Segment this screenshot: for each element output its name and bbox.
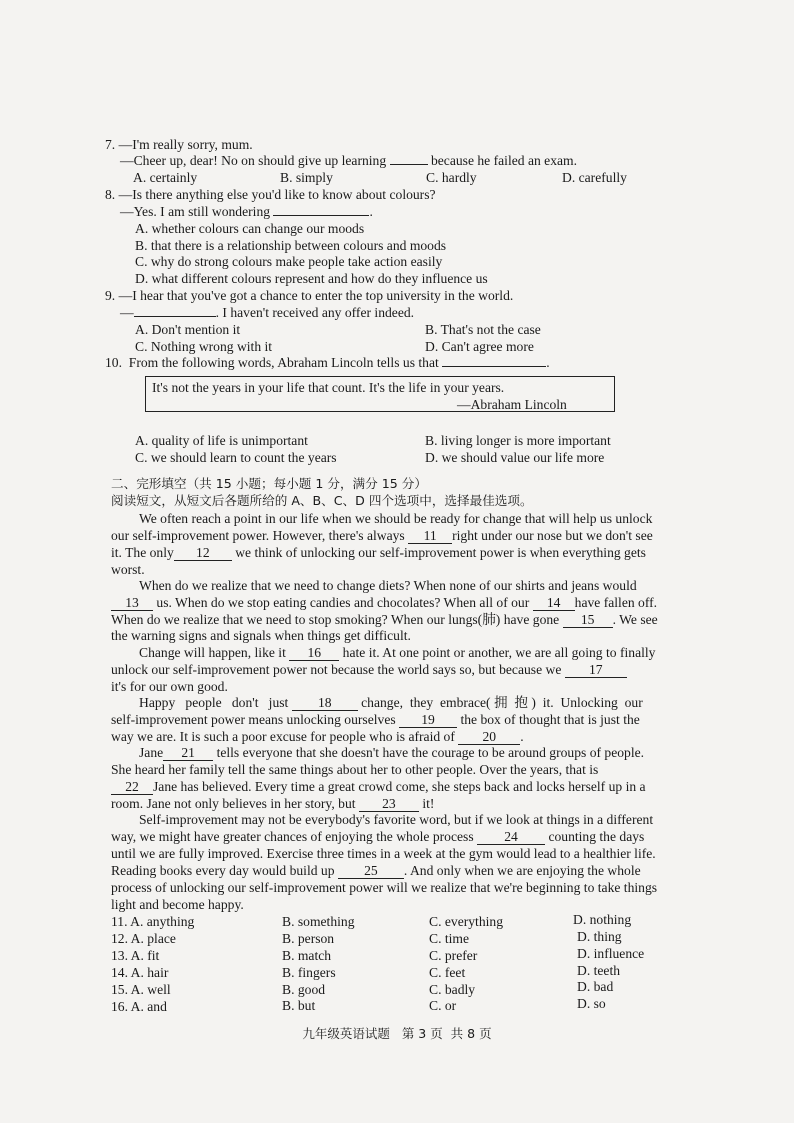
lincoln-quote: It's not the years in your life that count. It's the life in your years. — [152, 380, 505, 395]
passage-text: the box of thought that is just the — [460, 712, 640, 727]
option-15-c[interactable]: C. badly — [429, 982, 476, 997]
q7-option-c[interactable]: C. hardly — [426, 170, 477, 185]
q9-blank[interactable] — [134, 316, 216, 317]
option-14-a[interactable]: 14. A. hair — [111, 965, 169, 980]
option-11-d[interactable]: D. nothing — [573, 912, 632, 927]
option-16-d[interactable]: D. so — [577, 996, 606, 1011]
q8-number: 8. — [105, 187, 116, 202]
passage-line — [139, 744, 644, 761]
passage-line — [111, 544, 646, 561]
blank-19[interactable]: 19 — [399, 713, 457, 728]
blank-23[interactable]: 23 — [359, 797, 419, 812]
passage-text: us. When do we stop eating candies and chocolates? When all of our — [156, 595, 530, 610]
option-11-a[interactable]: 11. A. anything — [111, 914, 195, 929]
q8-blank[interactable] — [273, 215, 369, 216]
q7-blank[interactable] — [390, 164, 428, 165]
passage-line — [139, 644, 655, 661]
blank-14[interactable]: 14 — [533, 596, 575, 611]
blank-24[interactable]: 24 — [477, 830, 545, 845]
passage-line: When do we realize that we need to change diets? When none of our shirts and jeans would — [139, 578, 637, 593]
passage-text: Change will happen, like it — [139, 645, 286, 660]
passage-text: tells everyone that she doesn't have the courage to be around groups of people. — [216, 745, 645, 760]
passage-line: Self-improvement may not be everybody's favorite word, but if we look at things in a different — [139, 812, 654, 827]
blank-13[interactable]: 13 — [111, 596, 153, 611]
passage-text: unlock our self-improvement power not because the world says so, but because we — [111, 662, 562, 677]
q10-prompt: From the following words, Abraham Lincoln tells us that — [128, 355, 439, 370]
q8-option-b[interactable]: B. that there is a relationship between colours and moods — [135, 238, 447, 253]
passage-line — [111, 527, 653, 544]
option-12-c[interactable]: C. time — [429, 931, 470, 946]
q8-option-a[interactable]: A. whether colours can change our moods — [135, 221, 365, 236]
q7-text-b: because he failed an exam. — [430, 153, 578, 168]
passage-line: the warning signs and signals when things get difficult. — [111, 628, 411, 643]
passage-text: Reading books every day would build up — [111, 863, 335, 878]
passage-text: it. The only — [111, 545, 174, 560]
option-14-c[interactable]: C. feet — [429, 965, 466, 980]
passage-text: room. Jane not only believes in her story, but — [111, 796, 356, 811]
q9-prompt: —I hear that you've got a chance to enter the top university in the world. — [118, 288, 514, 303]
q7-option-a[interactable]: A. certainly — [133, 170, 198, 185]
option-15-a[interactable]: 15. A. well — [111, 982, 171, 997]
option-14-d[interactable]: D. teeth — [577, 963, 621, 978]
option-12-d[interactable]: D. thing — [577, 929, 622, 944]
passage-line — [111, 795, 434, 812]
passage-text: When do we realize that we need to stop smoking? When our lungs(肺) have gone — [111, 612, 560, 627]
option-16-c[interactable]: C. or — [429, 998, 457, 1013]
passage-line — [111, 828, 644, 845]
option-11-c[interactable]: C. everything — [429, 914, 503, 929]
option-15-b[interactable]: B. good — [282, 982, 326, 997]
option-15-d[interactable]: D. bad — [577, 979, 614, 994]
q9-dash: — — [120, 305, 134, 320]
q9-option-d[interactable]: D. Can't agree more — [425, 339, 534, 354]
q8-option-c[interactable]: C. why do strong colours make people take action easily — [135, 254, 443, 269]
option-13-a[interactable]: 13. A. fit — [111, 948, 160, 963]
q9-number: 9. — [105, 288, 116, 303]
passage-text: it! — [422, 796, 435, 811]
blank-25[interactable]: 25 — [338, 864, 404, 879]
passage-line — [111, 611, 658, 628]
q8-prompt: —Is there anything else you'd like to know about colours? — [118, 187, 436, 202]
passage-line: We often reach a point in our life when we should be ready for change that will help us unlock — [139, 511, 653, 526]
q10-number: 10. — [105, 355, 122, 370]
passage-text: way, we might have greater chances of enjoying the whole process — [111, 829, 474, 844]
q9-option-a[interactable]: A. Don't mention it — [135, 322, 241, 337]
passage-line: worst. — [111, 562, 145, 577]
passage-text: our self-improvement power. However, there's always — [111, 528, 405, 543]
option-13-c[interactable]: C. prefer — [429, 948, 478, 963]
passage-line: light and become happy. — [111, 897, 244, 912]
passage-text: self-improvement power means unlocking ourselves — [111, 712, 396, 727]
option-16-b[interactable]: B. but — [282, 998, 316, 1013]
passage-text: counting the days — [548, 829, 645, 844]
option-11-b[interactable]: B. something — [282, 914, 355, 929]
q8-line1 — [105, 186, 436, 203]
passage-text: . And only when we are enjoying the whole — [403, 863, 641, 878]
blank-17[interactable]: 17 — [565, 663, 627, 678]
passage-text: way we are. It is such a poor excuse for people who is afraid of — [111, 729, 455, 744]
q7-line2 — [120, 152, 577, 169]
blank-16[interactable]: 16 — [289, 646, 339, 661]
passage-text: Happy people don't just — [139, 695, 289, 710]
passage-line — [111, 728, 524, 745]
q10-option-c[interactable]: C. we should learn to count the years — [135, 450, 337, 465]
q10-option-b[interactable]: B. living longer is more important — [425, 433, 611, 448]
q8-option-d[interactable]: D. what different colours represent and how do they influence us — [135, 271, 488, 286]
passage-text: . We see — [612, 612, 658, 627]
q9-text: . I haven't received any offer indeed. — [215, 305, 415, 320]
q7-text-a: —Cheer up, dear! No on should give up learning — [120, 153, 387, 168]
passage-line: it's for our own good. — [111, 679, 228, 694]
q7-option-d[interactable]: D. carefully — [562, 170, 627, 185]
passage-text: Jane has believed. Every time a great crowd come, she steps back and locks herself up in a — [153, 779, 646, 794]
blank-15[interactable]: 15 — [563, 613, 613, 628]
q9-option-b[interactable]: B. That's not the case — [425, 322, 541, 337]
q10-option-d[interactable]: D. we should value our life more — [425, 450, 605, 465]
passage-text: we think of unlocking our self-improvement power is when everything gets — [235, 545, 646, 560]
option-16-a[interactable]: 16. A. and — [111, 999, 167, 1014]
passage-line: until we are fully improved. Exercise three times in a week at the gym would lead to a healthier life. — [111, 846, 656, 861]
section-instruction: 阅读短文，从短文后各题所给的 A、B、C、D 四个选项中，选择最佳选项。 — [111, 493, 533, 508]
q7-number: 7. — [105, 137, 116, 152]
q8-line2: —Yes. I am still wondering . — [120, 204, 373, 219]
blank-11[interactable]: 11 — [408, 529, 452, 544]
passage-line — [111, 711, 640, 728]
passage-text: change, they embrace( 拥 抱 ) it. Unlocking our — [361, 695, 643, 710]
passage-line — [139, 694, 643, 711]
q7-option-b[interactable]: B. simply — [280, 170, 333, 185]
blank-20[interactable]: 20 — [458, 730, 520, 745]
q10-line1: 10. From the following words, Abraham Lincoln tells us that . — [105, 355, 550, 370]
q10-option-a[interactable]: A. quality of life is unimportant — [135, 433, 308, 448]
passage-line — [111, 594, 657, 611]
option-13-b[interactable]: B. match — [282, 948, 332, 963]
q8-text: —Yes. I am still wondering — [120, 204, 271, 219]
option-13-d[interactable]: D. influence — [577, 946, 645, 961]
lincoln-quote-author: —Abraham Lincoln — [457, 397, 567, 412]
passage-text: hate it. At one point or another, we are all going to finally — [342, 645, 656, 660]
blank-22[interactable]: 22 — [111, 780, 153, 795]
q9-line1 — [105, 287, 513, 304]
q10-blank[interactable] — [442, 366, 546, 367]
passage-line — [111, 862, 641, 879]
blank-18[interactable]: 18 — [292, 696, 358, 711]
passage-line: process of unlocking our self-improvement power will we realize that we're beginning to take things — [111, 880, 658, 895]
passage-text: have fallen off. — [574, 595, 658, 610]
passage-line — [111, 661, 627, 678]
q7-prompt: —I'm really sorry, mum. — [118, 137, 253, 152]
section-heading: 二、完形填空（共 15 小题；每小题 1 分，满分 15 分） — [111, 476, 427, 491]
blank-12[interactable]: 12 — [174, 546, 232, 561]
q9-option-c[interactable]: C. Nothing wrong with it — [135, 339, 273, 354]
q9-line2 — [120, 304, 414, 321]
option-12-b[interactable]: B. person — [282, 931, 335, 946]
q7-line1 — [105, 136, 253, 153]
passage-text: Jane — [139, 745, 164, 760]
page-footer: 九年级英语试题 第 3 页 共 8 页 — [302, 1026, 492, 1041]
passage-text: right under our nose but we don't see — [452, 528, 653, 543]
passage-line: She heard her family tell the same things about her to other people. Over the years, that is — [111, 762, 599, 777]
option-14-b[interactable]: B. fingers — [282, 965, 336, 980]
passage-line — [111, 778, 646, 795]
option-12-a[interactable]: 12. A. place — [111, 931, 176, 946]
passage-text: . — [520, 729, 524, 744]
blank-21[interactable]: 21 — [163, 746, 213, 761]
